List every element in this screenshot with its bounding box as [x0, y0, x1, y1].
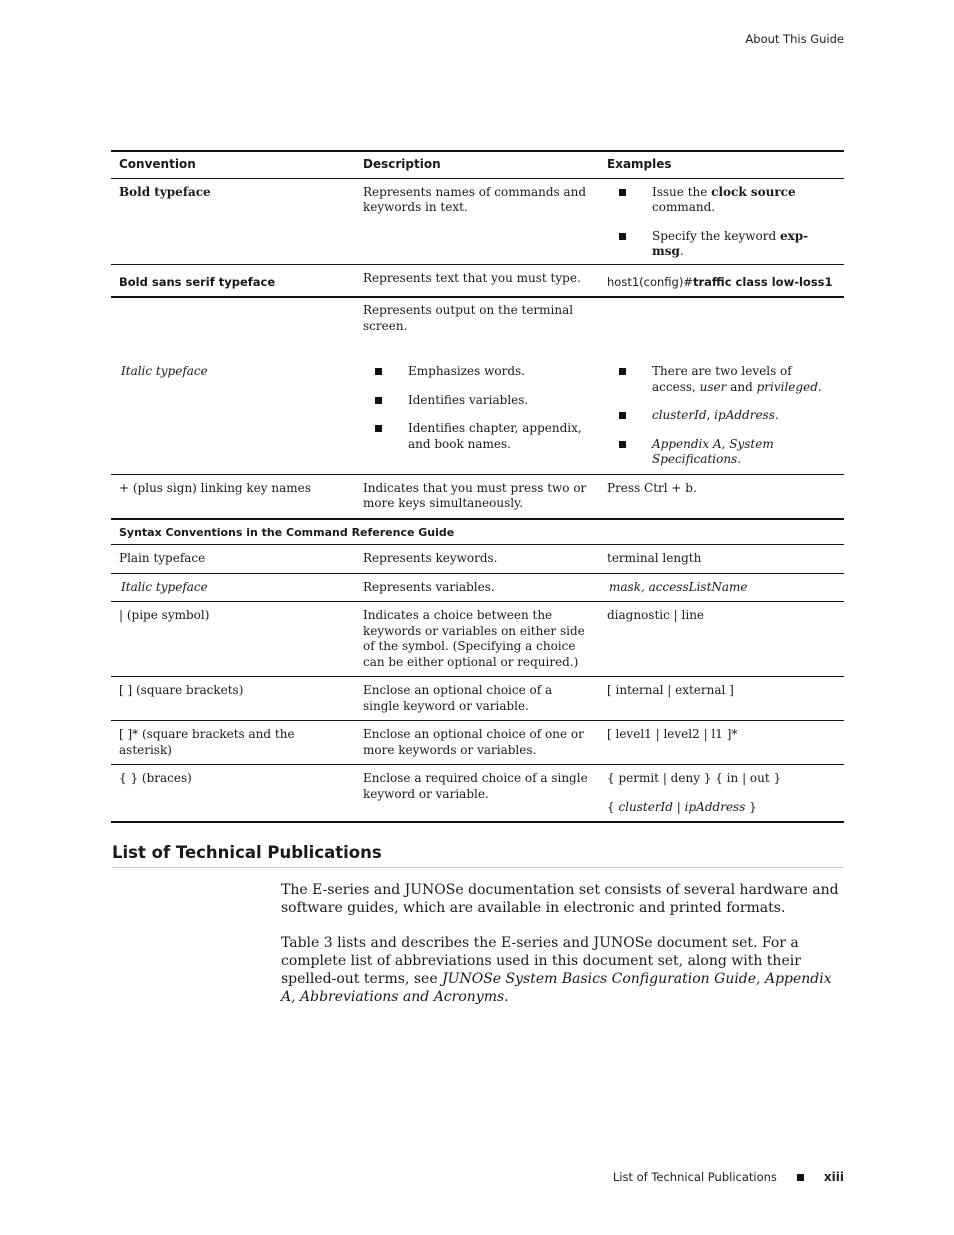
- table-section-heading: [111, 519, 844, 545]
- header-description: Description: [355, 151, 599, 178]
- convention-cell: + (plus sign) linking key names: [111, 474, 355, 519]
- convention-cell: Italic typeface: [111, 573, 355, 602]
- table-row: [111, 677, 844, 721]
- list-item: Issue the clock source command.: [607, 185, 836, 216]
- description-cell: Indicates a choice between the keywords or variables on either side of the symbol. (Specifying a choice can be either optional or required.): [355, 602, 599, 677]
- convention-cell: Italic typeface: [111, 358, 355, 474]
- convention-cell: Plain typeface: [111, 545, 355, 574]
- convention-cell: Bold sans serif typeface: [111, 264, 355, 297]
- convention-cell: [111, 297, 355, 358]
- bullet-square-icon: [619, 441, 626, 448]
- list-item: Emphasizes words.: [363, 364, 591, 380]
- examples-cell: host1(config)#traffic class low-loss1: [599, 264, 844, 297]
- bullet-square-icon: [375, 368, 382, 375]
- page-number: xiii: [823, 1170, 844, 1184]
- bullet-square-icon: [619, 412, 626, 419]
- table-row: [111, 178, 844, 264]
- description-cell: Represents names of commands and keywords in text.: [355, 178, 599, 264]
- list-item: clusterId, ipAddress.: [607, 408, 836, 424]
- table-row: [111, 297, 844, 358]
- list-item: Identifies chapter, appendix, and book names.: [363, 421, 591, 452]
- braces-example-2: { clusterId | ipAddress }: [607, 799, 757, 814]
- examples-cell: [ level1 | level2 | l1 ]*: [599, 721, 844, 765]
- running-head: About This Guide: [745, 32, 844, 46]
- examples-cell: [599, 358, 844, 474]
- bullet-square-icon: [619, 233, 626, 240]
- table-row: [111, 765, 844, 823]
- description-cell: Represents keywords.: [355, 545, 599, 574]
- section-title: List of Technical Publications: [112, 843, 844, 868]
- description-cell: Represents text that you must type.: [355, 264, 599, 297]
- description-cell: Indicates that you must press two or more keys simultaneously.: [355, 474, 599, 519]
- convention-cell: | (pipe symbol): [111, 602, 355, 677]
- description-cell: Represents output on the terminal screen.: [363, 303, 574, 333]
- examples-cell: diagnostic | line: [599, 602, 844, 677]
- examples-cell: terminal length: [599, 545, 844, 574]
- description-cell: Enclose a required choice of a single keyword or variable.: [355, 765, 599, 823]
- table-row: [111, 545, 844, 574]
- convention-cell: [ ] (square brackets): [111, 677, 355, 721]
- bullet-square-icon: [619, 189, 626, 196]
- list-item: There are two levels of access, user and privileged.: [607, 364, 836, 395]
- convention-cell: [ ]* (square brackets and the asterisk): [111, 721, 355, 765]
- convention-cell: { } (braces): [111, 765, 355, 823]
- examples-cell: [ internal | external ]: [599, 677, 844, 721]
- table-row: [111, 721, 844, 765]
- examples-cell: [599, 178, 844, 264]
- description-cell: Enclose an optional choice of one or more keywords or variables.: [355, 721, 599, 765]
- table-header-row: [111, 151, 844, 178]
- braces-example-1: { permit | deny } { in | out }: [607, 771, 782, 785]
- examples-cell: [599, 765, 844, 823]
- bullet-square-icon: [375, 397, 382, 404]
- header-convention: Convention: [111, 151, 355, 178]
- conventions-table: [111, 150, 844, 823]
- convention-cell: Bold typeface: [111, 178, 355, 264]
- description-cell: Enclose an optional choice of a single keyword or variable.: [355, 677, 599, 721]
- examples-cell: mask, accessListName: [599, 573, 844, 602]
- list-item: Specify the keyword exp-msg.: [607, 229, 836, 260]
- section-heading-cell: Syntax Conventions in the Command Reference Guide: [111, 519, 844, 545]
- table-row: [111, 573, 844, 602]
- paragraph: The E-series and JUNOSe documentation set consists of several hardware and software guides, which are available in electronic and printed formats.: [281, 882, 839, 916]
- examples-cell: [599, 297, 844, 358]
- description-cell: [355, 358, 599, 474]
- description-cell: Represents variables.: [355, 573, 599, 602]
- section-body: [281, 881, 846, 1023]
- table-row: [111, 264, 844, 297]
- table-row: [111, 358, 844, 474]
- list-item: Identifies variables.: [363, 393, 591, 409]
- footer-section-name: List of Technical Publications: [612, 1170, 777, 1184]
- list-item: Appendix A, System Specifications.: [607, 437, 836, 468]
- paragraph: Table 3 lists and describes the E-series and JUNOSe document set. For a complete list of abbreviations used in this document set, along with their spelled-out terms, see JUNOSe System Basics Configuration Guide, Appendix A, Abbreviations and Acronyms.: [281, 935, 832, 1005]
- footer-square-icon: [797, 1174, 804, 1181]
- table-row: [111, 474, 844, 519]
- page-footer: [613, 1170, 844, 1184]
- bullet-square-icon: [375, 425, 382, 432]
- header-examples: Examples: [599, 151, 844, 178]
- examples-cell: Press Ctrl + b.: [599, 474, 844, 519]
- bullet-square-icon: [619, 368, 626, 375]
- table-row: [111, 602, 844, 677]
